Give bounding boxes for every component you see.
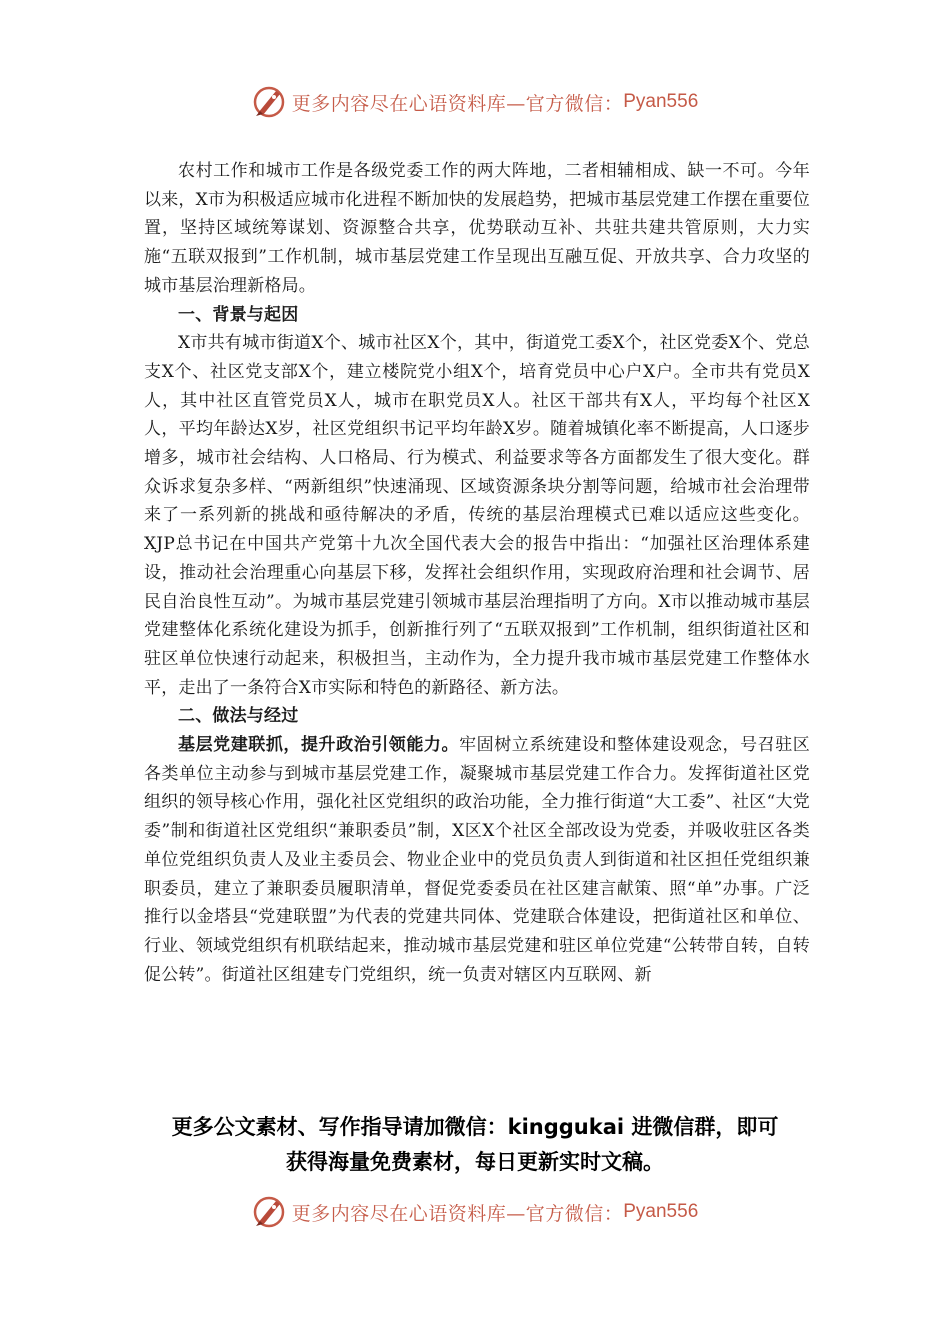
section2-heading: 二、做法与经过 — [178, 706, 299, 727]
footer-banner-text: 更多内容尽在心语资料库—官方微信： — [291, 1202, 624, 1225]
footer-banner — [0, 1190, 950, 1234]
promo-block — [100, 1110, 850, 1180]
section1-paragraph: X市共有城市街道X个、城市社区X个，其中，街道党工委X个，社区党委X个、党总支X个、社区党支部X个，建立楼院党小组X个，培育党员中心户X户。全市共有党员X人，其中社区直管党员X人，城市在职党员X人。社区干部共有X人，平均每个社区X人，平均年龄达X岁，社区党组织书记平均年龄X岁。随着城镇化率不断提高，人口逐步增多，城市社会结构、人口格局、行为模式、利益要求等各方面都发生了很大变化。群众诉求复杂多样、“两新组织”快速涌现、区域资源条块分割等问题，给城市社会治理带来了一系列新的挑战和亟待解决的矛盾，传统的基层治理模式已难以适应这些变化。XJP总书记在中国共产党第十九次全国代表大会的报告中指出：“加强社区治理体系建设，推动社会治理重心向基层下移，发挥社会组织作用，实现政府治理和社会调节、居民自治良性互动”。为城市基层党建引领城市基层治理指明了方向。X市以推动城市基层党建整体化系统化建设为抓手，创新推行列了“五联双报到”工作机制，组织街道社区和驻区单位快速行动起来，积极担当，主动作为，全力提升我市城市基层党建工作整体水平，走出了一条符合X市实际和特色的新路径、新方法。 — [144, 333, 810, 698]
section2-paragraph — [144, 731, 810, 989]
section2-text: 牢固树立系统建设和整体建设观念，号召驻区各类单位主动参与到城市基层党建工作，凝聚城市基层党建工作合力。发挥街道社区党组织的领导核心作用，强化社区党组织的政治功能，全力推行街道“大工委”、社区“大党委”制和街道社区党组织“兼职委员”制，X区X个社区全部改设为党委，并吸收驻区各类单位党组织负责人及业主委员会、物业企业中的党员负责人到街道和社区担任党组织兼职委员，建立了兼职委员履职清单，督促党委委员在社区建言献策、照“单”办事。广泛推行以金塔县“党建联盟”为代表的党建共同体、党建联合体建设，把街道社区和单位、行业、领域党组织有机联结起来，推动城市基层党建和驻区单位党建“公转带自转，自转促公转”。街道社区组建专门党组织，统一负责对辖区内互联网、新 — [144, 735, 811, 985]
section1-heading: 一、背景与起因 — [178, 304, 299, 325]
section2-lead: 基层党建联抓，提升政治引领能力。 — [178, 735, 460, 756]
pen-logo-icon — [252, 85, 286, 119]
footer-banner-wechat: Pyan556 — [623, 1201, 699, 1222]
header-banner — [0, 80, 950, 124]
intro-paragraph: 农村工作和城市工作是各级党委工作的两大阵地，二者相辅相成、缺一不可。今年以来，X市为积极适应城市化进程不断加快的发展趋势，把城市基层党建工作摆在重要位置，坚持区域统筹谋划、资源整合共享，优势联动互补、共驻共建共管原则，大力实施“五联双报到”工作机制，城市基层党建工作呈现出互融互促、开放共享、合力攻坚的城市基层治理新格局。 — [144, 161, 810, 296]
promo-line-2: 获得海量免费素材，每日更新实时文稿。 — [286, 1150, 664, 1174]
header-banner-wechat: Pyan556 — [623, 91, 699, 112]
header-banner-text: 更多内容尽在心语资料库—官方微信： — [291, 92, 624, 115]
pen-logo-icon — [252, 1195, 286, 1229]
promo-line-1: 更多公文素材、写作指导请加微信：kinggukai 进微信群，即可 — [171, 1115, 779, 1139]
article-body — [144, 157, 810, 989]
